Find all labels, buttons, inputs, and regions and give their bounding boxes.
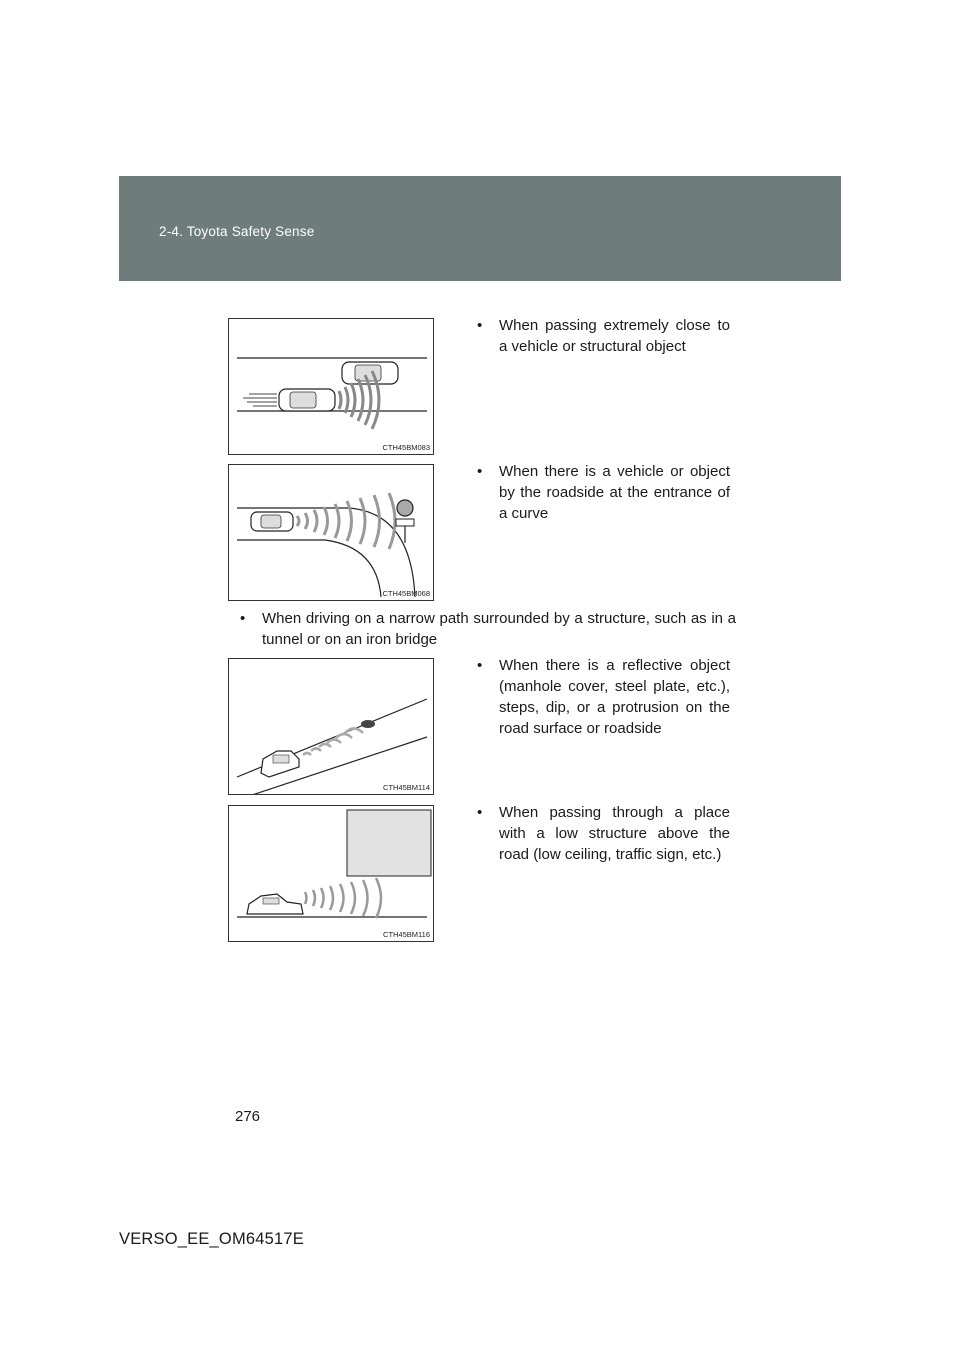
reflective-object-illustration — [229, 659, 434, 795]
bullet-dot: • — [477, 463, 483, 480]
figure-code: CTH45BM116 — [383, 930, 430, 939]
parked-car-icon — [342, 362, 398, 384]
figure-low-structure — [228, 805, 434, 942]
bullet-dot: • — [477, 657, 483, 674]
figure-reflective-object — [228, 658, 434, 795]
figure-curve-entrance — [228, 464, 434, 601]
bullet-item — [477, 802, 730, 865]
close-passing-illustration — [229, 319, 434, 455]
figure-code: CTH45BM083 — [382, 443, 430, 452]
manhole-icon — [361, 720, 375, 728]
section-title: 2-4. Toyota Safety Sense — [159, 224, 315, 239]
bullet-text: When driving on a narrow path surrounded by a structure, such as in a tunnel or on an iron bridge — [262, 610, 736, 648]
bullet-item — [477, 315, 730, 357]
figure-code: CTH45BM114 — [383, 783, 430, 792]
figure-close-passing — [228, 318, 434, 455]
document-code: VERSO_EE_OM64517E — [119, 1230, 304, 1248]
bullet-item — [477, 461, 730, 524]
bullet-text: When passing extremely close to a vehicle or structural object — [499, 317, 730, 355]
bullet-text: When passing through a place with a low structure above the road (low ceiling, traffic sign, etc.) — [499, 804, 730, 863]
bullet-dot: • — [240, 610, 246, 627]
bullet-item — [477, 655, 730, 739]
bullet-dot: • — [477, 804, 483, 821]
moving-car-icon — [279, 389, 335, 411]
low-ceiling-icon — [347, 810, 431, 876]
low-structure-illustration — [229, 806, 434, 942]
bullet-text: When there is a reflective object (manhole cover, steel plate, etc.), steps, dip, or a protrusion on the road surface or roadside — [499, 657, 730, 737]
figure-code: CTH45BM068 — [382, 589, 430, 598]
car-icon — [251, 512, 293, 531]
curve-entrance-illustration — [229, 465, 434, 601]
bullet-text: When there is a vehicle or object by the roadside at the entrance of a curve — [499, 463, 730, 522]
page-number: 276 — [235, 1108, 261, 1125]
car-icon — [261, 751, 299, 777]
bullet-dot: • — [477, 317, 483, 334]
section-header-bar — [119, 176, 841, 281]
car-icon — [247, 894, 303, 914]
bullet-item — [240, 608, 736, 650]
